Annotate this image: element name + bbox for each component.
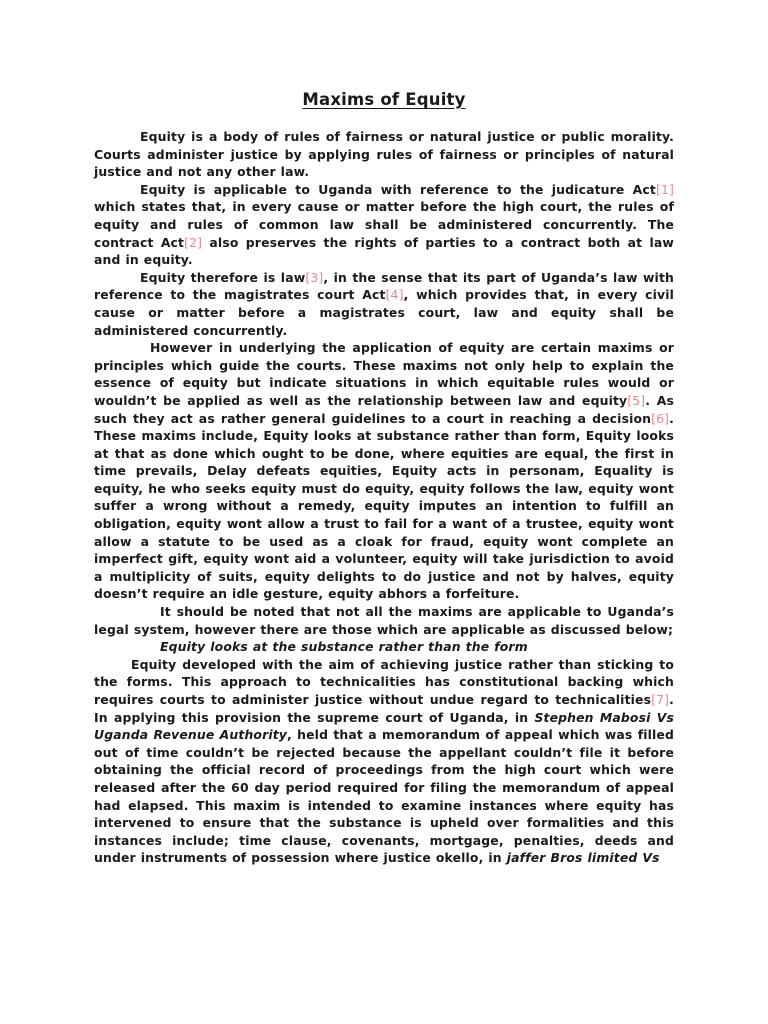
footnote-ref-2[interactable]: [2] — [184, 234, 203, 250]
paragraph-text: However in underlying the application of equity are certain maxims or principles which guide the courts. These maxims not only help to explain the essence of equity but indicate situations in which equitable rules would or wouldn’t be applied as well as the relationship between law and equity — [94, 340, 674, 408]
paragraph-substance-over-form — [94, 656, 674, 867]
footnote-ref-6[interactable]: [6] — [651, 410, 670, 426]
paragraph-text: Equity is applicable to Uganda with reference to the judicature Act — [140, 181, 656, 197]
paragraph-text: , which provides that, in every civil cause or matter before a magistrates court, law and equity shall be administered concurrently. — [94, 287, 674, 338]
case-citation: Stephen Mabosi Vs Uganda Revenue Authority — [94, 709, 674, 743]
paragraph-magistrates-act — [94, 269, 674, 339]
case-citation: jaffer Bros limited Vs — [506, 850, 660, 866]
paragraph-text: Equity developed with the aim of achieving justice rather than sticking to the forms. This approach to technicalities has constitutional backing which requires courts to administer justice without undue regard to technicalities — [94, 656, 674, 707]
section-heading-substance-over-form: Equity looks at the substance rather than the form — [160, 639, 528, 655]
paragraph-text: . In applying this provision the supreme court of Uganda, in — [94, 692, 674, 725]
footnote-ref-5[interactable]: [5] — [627, 392, 646, 408]
paragraph-text: which states that, in every cause or matter before the high court, the rules of equity and rules of common law shall be administered concurrently. The contract Act — [94, 199, 674, 250]
document-title: Maxims of Equity — [302, 90, 466, 109]
paragraph-text: . As such they act as rather general guidelines to a court in reaching a decision — [94, 392, 674, 426]
paragraph-equity-definition — [94, 128, 674, 181]
paragraph-text: Equity is a body of rules of fairness or natural justice or public morality. Courts administer justice by applying rules of fairness or principles of natural justice and not any other law. — [94, 129, 674, 180]
document-body — [94, 128, 674, 867]
paragraph-text: . These maxims include, Equity looks at substance rather than form, Equity looks at that as done which ought to be done, where equities are equal, the first in time prevails, Delay defeats equities, Equity acts in personam, Equality is equity, he who seeks equity must do equity, equity follows the law, equity wont suffer a wrong without a remedy, equity imputes an intention to fulfill an obligation, equity wont allow a trust to fail for a want of a trustee, equity wont allow a statute to be used as a cloak for fraud, equity wont complete an imperfect gift, equity wont aid a volunteer, equity will take jurisdiction to avoid a multiplicity of suits, equity delights to do justice and not by halves, equity doesn’t require an idle gesture, equity abhors a forfeiture. — [94, 410, 674, 602]
paragraph-text: , held that a memorandum of appeal which was filled out of time couldn’t be rejected because the appellant couldn’t file it before obtaining the official record of proceedings from the high court which were released after the 60 day period required for filing the memorandum of appeal had elapsed. This maxim is intended to examine instances where equity has intervened to ensure that the substance is upheld over formalities and this instances include; time clause, covenants, mortgage, penalties, deeds and under instruments of possession where justice okello, in — [94, 727, 674, 866]
paragraph-text: also preserves the rights of parties to a contract both at law and in equity. — [94, 234, 674, 268]
paragraph-text: It should be noted that not all the maxims are applicable to Uganda’s legal system, however there are those which are applicable as discussed below; — [94, 604, 674, 637]
paragraph-maxims-overview — [94, 339, 674, 603]
footnote-ref-4[interactable]: [4] — [385, 287, 404, 303]
footnote-ref-3[interactable]: [3] — [305, 269, 324, 285]
paragraph-applicability-note — [94, 603, 674, 638]
paragraph-text: Equity therefore is law — [140, 269, 306, 285]
paragraph-text: , in the sense that its part of Uganda’s law with reference to the magistrates court Act — [94, 269, 674, 303]
footnote-ref-7[interactable]: [7] — [651, 692, 670, 707]
footnote-ref-1[interactable]: [1] — [655, 181, 674, 197]
paragraph-judicature-act — [94, 181, 674, 269]
